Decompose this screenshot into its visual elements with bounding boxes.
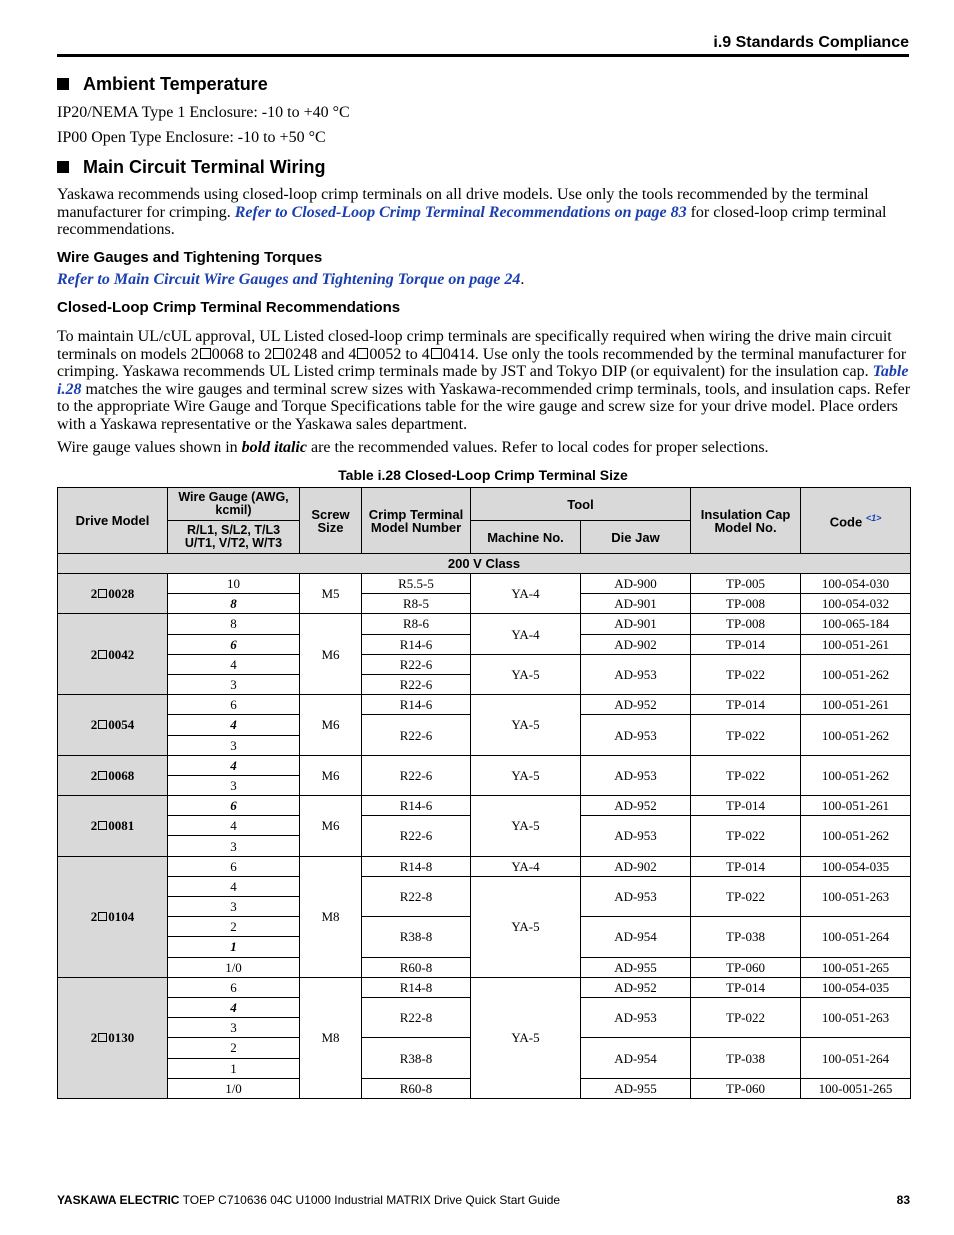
gauge-cell: 2 [168, 917, 300, 937]
screw-cell: M8 [300, 856, 362, 977]
model-placeholder-box [98, 1033, 107, 1042]
code-cell: 100-051-262 [801, 755, 911, 795]
text-run: 0414. Use only the tools recommended by the terminal manufacturer for crimping. Yaskawa recommends UL Listed crimp terminals made by JST and Tokyo DIP (or equivalent) for the insulation cap. [57, 345, 907, 380]
model-prefix: 2 [90, 586, 98, 602]
header-drive-model: Drive Model [58, 488, 168, 554]
model-placeholder-box [431, 348, 442, 359]
gauge-cell: 4 [168, 997, 300, 1017]
insulation-cell: TP-014 [691, 634, 801, 654]
footer-doc-title: TOEP C710636 04C U1000 Industrial MATRIX Drive Quick Start Guide [179, 1193, 561, 1207]
gauge-cell: 4 [168, 654, 300, 674]
crimp-cell: R14-8 [362, 856, 471, 876]
class-row: 200 V Class [58, 554, 911, 574]
insulation-cell: TP-022 [691, 755, 801, 795]
machine-cell: YA-5 [471, 796, 581, 857]
die-cell: AD-953 [581, 876, 691, 916]
main-circuit-paragraph [57, 186, 912, 239]
header-rule [57, 54, 909, 57]
crimp-cell: R60-8 [362, 1078, 471, 1098]
model-placeholder-box [98, 821, 107, 830]
screw-cell: M6 [300, 796, 362, 857]
header-wire-sub1: R/L1, S/L2, T/L3 [186, 523, 281, 537]
insulation-cell: TP-022 [691, 654, 801, 694]
gauge-cell: 8 [168, 594, 300, 614]
crimp-cell: R14-6 [362, 634, 471, 654]
main-circuit-heading-text: Main Circuit Terminal Wiring [83, 157, 326, 177]
die-cell: AD-954 [581, 1038, 691, 1078]
header-machine-no: Machine No. [471, 521, 581, 554]
gauge-cell: 4 [168, 755, 300, 775]
crimp-cell: R22-6 [362, 755, 471, 795]
table-row [58, 977, 911, 997]
die-cell: AD-952 [581, 977, 691, 997]
gauge-cell: 6 [168, 634, 300, 654]
wire-gauges-link[interactable]: Refer to Main Circuit Wire Gauges and Tightening Torque on page 24 [57, 271, 521, 288]
crimp-cell: R14-6 [362, 796, 471, 816]
ambient-line-2: IP00 Open Type Enclosure: -10 to +50 °C [57, 129, 326, 146]
table-row [58, 654, 911, 674]
header-screw-size: Screw Size [300, 488, 362, 554]
gauge-cell: 3 [168, 1018, 300, 1038]
table-row [58, 574, 911, 594]
crimp-cell: R8-6 [362, 614, 471, 634]
screw-cell: M5 [300, 574, 362, 614]
crimp-cell: R22-8 [362, 876, 471, 916]
model-number: 0068 [108, 767, 135, 783]
code-cell: 100-051-262 [801, 715, 911, 755]
crimp-cell: R22-6 [362, 816, 471, 856]
insulation-cell: TP-014 [691, 856, 801, 876]
die-cell: AD-955 [581, 1078, 691, 1098]
crimp-cell: R38-8 [362, 917, 471, 957]
model-number: 0081 [108, 818, 135, 834]
model-number: 0028 [108, 586, 135, 602]
text-run: Wire gauge values shown in [57, 439, 242, 456]
machine-cell: YA-5 [471, 695, 581, 756]
model-prefix: 2 [90, 717, 98, 733]
code-cell: 100-054-032 [801, 594, 911, 614]
gauge-cell: 6 [168, 796, 300, 816]
drive-model-cell [58, 695, 168, 756]
text-run: 0052 to 4 [369, 345, 430, 363]
machine-cell: YA-5 [471, 876, 581, 977]
code-cell: 100-054-035 [801, 856, 911, 876]
insulation-cell: TP-022 [691, 876, 801, 916]
crimp-cell: R60-8 [362, 957, 471, 977]
table-row [58, 695, 911, 715]
crimp-terminal-table [57, 487, 911, 1099]
code-cell: 100-051-263 [801, 997, 911, 1037]
gauge-cell: 1 [168, 937, 300, 957]
header-wire-sub2: U/T1, V/T2, W/T3 [184, 536, 283, 550]
page-number: 83 [896, 1193, 910, 1207]
crimp-rec-heading: Closed-Loop Crimp Terminal Recommendations [57, 299, 401, 316]
model-placeholder-box [98, 650, 107, 659]
ambient-heading-text: Ambient Temperature [83, 74, 268, 94]
ambient-line-1: IP20/NEMA Type 1 Enclosure: -10 to +40 °C [57, 104, 350, 121]
code-cell: 100-054-030 [801, 574, 911, 594]
gauge-cell: 3 [168, 836, 300, 856]
code-cell: 100-065-184 [801, 614, 911, 634]
model-placeholder-box [273, 348, 284, 359]
gauge-cell: 3 [168, 897, 300, 917]
model-prefix: 2 [90, 767, 98, 783]
gauge-cell: 1/0 [168, 1078, 300, 1098]
machine-cell: YA-4 [471, 856, 581, 876]
machine-cell: YA-4 [471, 614, 581, 654]
model-placeholder-box [200, 348, 211, 359]
code-cell: 100-051-264 [801, 1038, 911, 1078]
die-cell: AD-953 [581, 997, 691, 1037]
table-row [58, 755, 911, 775]
header-tool: Tool [471, 488, 691, 521]
drive-model-cell [58, 755, 168, 795]
text-run-bold-italic: bold italic [241, 439, 307, 456]
model-prefix: 2 [90, 646, 98, 662]
gauge-cell: 4 [168, 816, 300, 836]
header-die-jaw: Die Jaw [581, 521, 691, 554]
insulation-cell: TP-014 [691, 977, 801, 997]
header-wire-terminals [168, 521, 300, 554]
code-cell: 100-051-261 [801, 634, 911, 654]
text-run: 0068 to 2 [211, 345, 273, 363]
crimp-cell: R14-6 [362, 695, 471, 715]
text-run: matches the wire gauges and terminal screw sizes with Yaskawa-recommended crimp terminals, tools, and insulation caps. Refer to the appropriate Wire Gauge and Torque Specifications table for the wire gauge and screw size for your drive model. Place orders with a Yaskawa representative or the Yaskawa sales department. [57, 380, 911, 433]
gauge-cell: 2 [168, 1038, 300, 1058]
model-placeholder-box [357, 348, 368, 359]
screw-cell: M6 [300, 695, 362, 756]
gauge-cell: 3 [168, 735, 300, 755]
table-row [58, 796, 911, 816]
table-row [58, 856, 911, 876]
gauge-cell: 8 [168, 614, 300, 634]
gauge-cell: 4 [168, 715, 300, 735]
die-cell: AD-952 [581, 695, 691, 715]
insulation-cell: TP-014 [691, 695, 801, 715]
crimp-rec-paragraph [57, 328, 912, 433]
gauge-cell: 3 [168, 775, 300, 795]
crimp-cell: R5.5-5 [362, 574, 471, 594]
table-i28-link[interactable]: Table i.28 [57, 363, 909, 398]
die-cell: AD-953 [581, 715, 691, 755]
insulation-cell: TP-060 [691, 1078, 801, 1098]
header-wire-gauge: Wire Gauge (AWG, kcmil) [168, 488, 300, 521]
die-cell: AD-953 [581, 816, 691, 856]
machine-cell: YA-5 [471, 977, 581, 1098]
insulation-cell: TP-060 [691, 957, 801, 977]
machine-cell: YA-5 [471, 654, 581, 694]
die-cell: AD-902 [581, 634, 691, 654]
section-square-icon [57, 161, 69, 173]
code-footnote-ref[interactable]: <1> [865, 513, 882, 524]
drive-model-cell [58, 856, 168, 977]
text-run: for closed-loop crimp terminal recommendations. [57, 203, 887, 238]
text-run: . [520, 271, 525, 288]
gauge-cell: 3 [168, 674, 300, 694]
machine-cell: YA-5 [471, 755, 581, 795]
header-crimp-terminal: Crimp Terminal Model Number [362, 488, 471, 554]
crimp-recommendations-link[interactable]: Refer to Closed-Loop Crimp Terminal Recommendations on page 83 [234, 203, 687, 221]
code-cell: 100-051-261 [801, 796, 911, 816]
screw-cell: M8 [300, 977, 362, 1098]
crimp-cell: R22-6 [362, 674, 471, 694]
insulation-cell: TP-005 [691, 574, 801, 594]
die-cell: AD-901 [581, 614, 691, 634]
die-cell: AD-953 [581, 755, 691, 795]
crimp-rec-paragraph-2 [57, 439, 912, 457]
model-number: 0130 [108, 1030, 135, 1046]
insulation-cell: TP-008 [691, 594, 801, 614]
header-code [801, 488, 911, 554]
gauge-cell: 6 [168, 856, 300, 876]
code-cell: 100-051-262 [801, 816, 911, 856]
drive-model-cell [58, 796, 168, 857]
code-cell: 100-051-264 [801, 917, 911, 957]
model-number: 0042 [108, 646, 135, 662]
model-number: 0104 [108, 909, 135, 925]
die-cell: AD-901 [581, 594, 691, 614]
insulation-cell: TP-008 [691, 614, 801, 634]
text-run: Yaskawa recommends using closed-loop crimp terminals on all drive models. Use only the tools recommended by the terminal manufacturer for crimping. [57, 186, 869, 221]
model-placeholder-box [98, 720, 107, 729]
model-prefix: 2 [90, 909, 98, 925]
code-cell: 100-051-265 [801, 957, 911, 977]
code-cell: 100-051-263 [801, 876, 911, 916]
gauge-cell: 1/0 [168, 957, 300, 977]
table-caption: Table i.28 Closed-Loop Crimp Terminal Size [338, 467, 628, 483]
code-cell: 100-054-035 [801, 977, 911, 997]
crimp-cell: R8-5 [362, 594, 471, 614]
die-cell: AD-902 [581, 856, 691, 876]
gauge-cell: 10 [168, 574, 300, 594]
wire-gauges-paragraph [57, 271, 912, 289]
drive-model-cell [58, 614, 168, 695]
table-row [58, 614, 911, 634]
gauge-cell: 6 [168, 977, 300, 997]
page-header-title: i.9 Standards Compliance [713, 34, 909, 51]
gauge-cell: 1 [168, 1058, 300, 1078]
die-cell: AD-900 [581, 574, 691, 594]
model-placeholder-box [98, 589, 107, 598]
insulation-cell: TP-038 [691, 1038, 801, 1078]
text-run: are the recommended values. Refer to local codes for proper selections. [306, 439, 769, 456]
text-run: To maintain UL/cUL approval, UL Listed closed-loop crimp terminals are specifically required when wiring the drive main circuit terminals on models 2 [57, 328, 892, 363]
code-cell: 100-051-262 [801, 654, 911, 694]
code-cell: 100-051-261 [801, 695, 911, 715]
section-square-icon [57, 78, 69, 90]
insulation-cell: TP-038 [691, 917, 801, 957]
model-placeholder-box [98, 912, 107, 921]
page-footer [57, 1193, 910, 1207]
machine-cell: YA-4 [471, 574, 581, 614]
insulation-cell: TP-014 [691, 796, 801, 816]
insulation-cell: TP-022 [691, 997, 801, 1037]
main-circuit-heading [57, 157, 326, 178]
die-cell: AD-952 [581, 796, 691, 816]
screw-cell: M6 [300, 614, 362, 695]
footer-brand: YASKAWA ELECTRIC [57, 1193, 180, 1207]
screw-cell: M6 [300, 755, 362, 795]
model-number: 0054 [108, 717, 135, 733]
crimp-cell: R38-8 [362, 1038, 471, 1078]
crimp-cell: R14-8 [362, 977, 471, 997]
header-insulation-cap: Insulation Cap Model No. [691, 488, 801, 554]
insulation-cell: TP-022 [691, 816, 801, 856]
gauge-cell: 4 [168, 876, 300, 896]
code-cell: 100-0051-265 [801, 1078, 911, 1098]
crimp-cell: R22-8 [362, 997, 471, 1037]
insulation-cell: TP-022 [691, 715, 801, 755]
gauge-cell: 6 [168, 695, 300, 715]
crimp-cell: R22-6 [362, 654, 471, 674]
drive-model-cell [58, 977, 168, 1098]
table-row [58, 876, 911, 896]
model-placeholder-box [98, 771, 107, 780]
header-code-text: Code [829, 514, 863, 530]
model-prefix: 2 [90, 818, 98, 834]
die-cell: AD-954 [581, 917, 691, 957]
wire-gauges-heading: Wire Gauges and Tightening Torques [57, 249, 323, 266]
die-cell: AD-953 [581, 654, 691, 694]
model-prefix: 2 [90, 1030, 98, 1046]
text-run: 0248 and 4 [285, 345, 357, 363]
die-cell: AD-955 [581, 957, 691, 977]
drive-model-cell [58, 574, 168, 614]
crimp-cell: R22-6 [362, 715, 471, 755]
ambient-heading [57, 74, 268, 95]
